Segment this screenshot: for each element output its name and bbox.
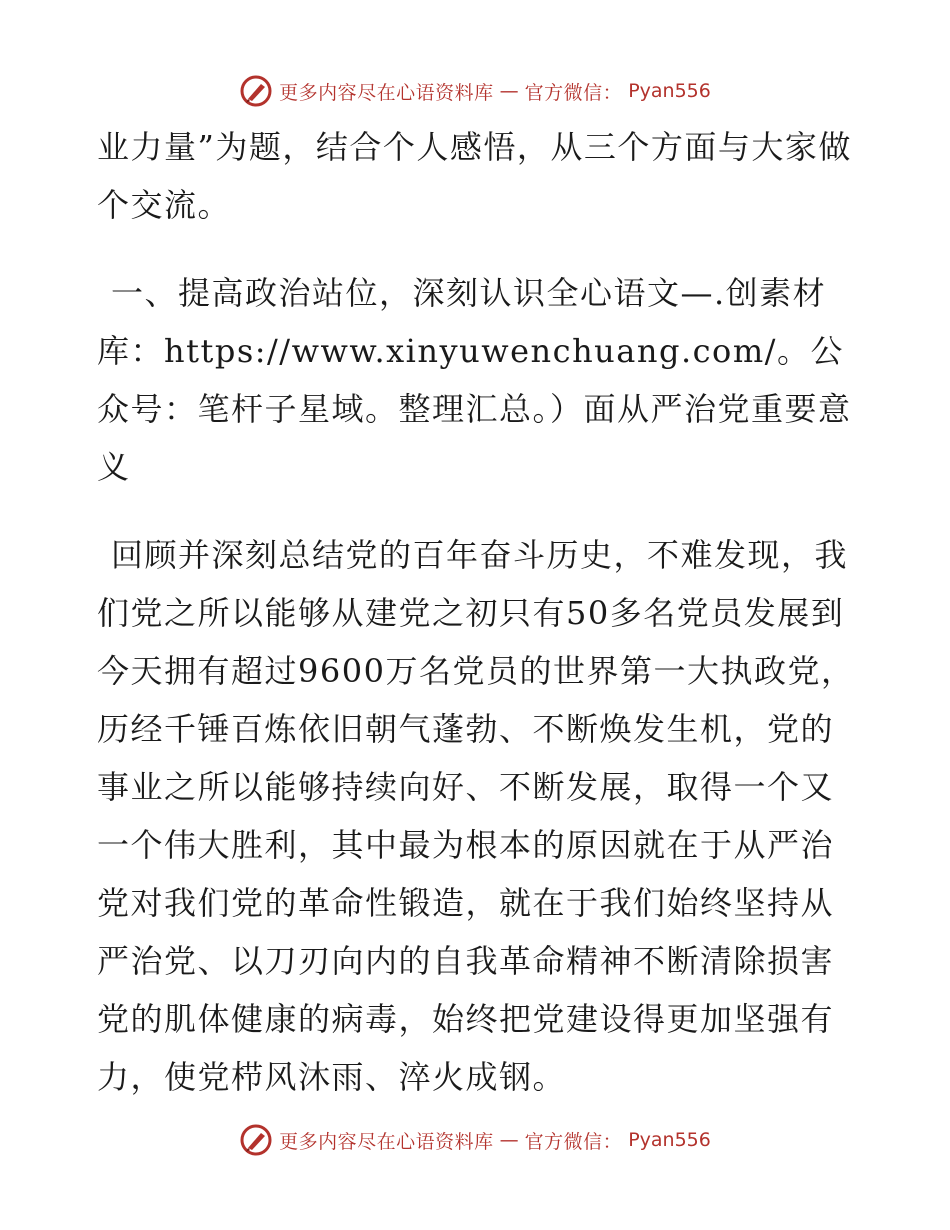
watermark-separator: — bbox=[499, 1129, 519, 1151]
paragraph-3: 回顾并深刻总结党的百年奋斗历史，不难发现，我们党之所以能够从建党之初只有50多名党员发展到今天拥有超过9600万名党员的世界第一大执政党，历经千锤百炼依旧朝气蓬勃、不断焕发生机，党的事业之所以能够持续向好、不断发展，取得一个又一个伟大胜利，其中最为根本的原因就在于从严治党对我们党的革命性锻造，就在于我们始终坚持从严治党、以刀刃向内的自我革命精神不断清除损害党的肌体健康的病毒，始终把党建设得更加坚强有力，使党栉风沐雨、淬火成钢。 bbox=[97, 536, 855, 1096]
pen-logo-icon bbox=[239, 74, 273, 108]
header-watermark bbox=[0, 71, 950, 111]
footer-watermark bbox=[0, 1120, 950, 1160]
watermark-contact: 官方微信： bbox=[524, 1130, 623, 1153]
watermark-handle: Pyan556 bbox=[628, 1129, 711, 1151]
body-text bbox=[97, 118, 857, 1106]
paragraph-1: 业力量”为题，结合个人感悟，从三个方面与大家做个交流。 bbox=[97, 128, 852, 224]
watermark-handle: Pyan556 bbox=[628, 80, 711, 102]
watermark-separator: — bbox=[499, 80, 519, 102]
watermark-contact: 官方微信： bbox=[524, 81, 623, 104]
pen-logo-icon bbox=[239, 1123, 273, 1157]
watermark-text: 更多内容尽在心语资料库 bbox=[279, 1130, 494, 1153]
paragraph-2: 一、提高政治站位，深刻认识全心语文—.创素材库：https://www.xinyuwenchuang.com/。公众号：笔杆子星域。整理汇总。）面从严治党重要意义 bbox=[97, 274, 852, 486]
watermark-text: 更多内容尽在心语资料库 bbox=[279, 81, 494, 104]
